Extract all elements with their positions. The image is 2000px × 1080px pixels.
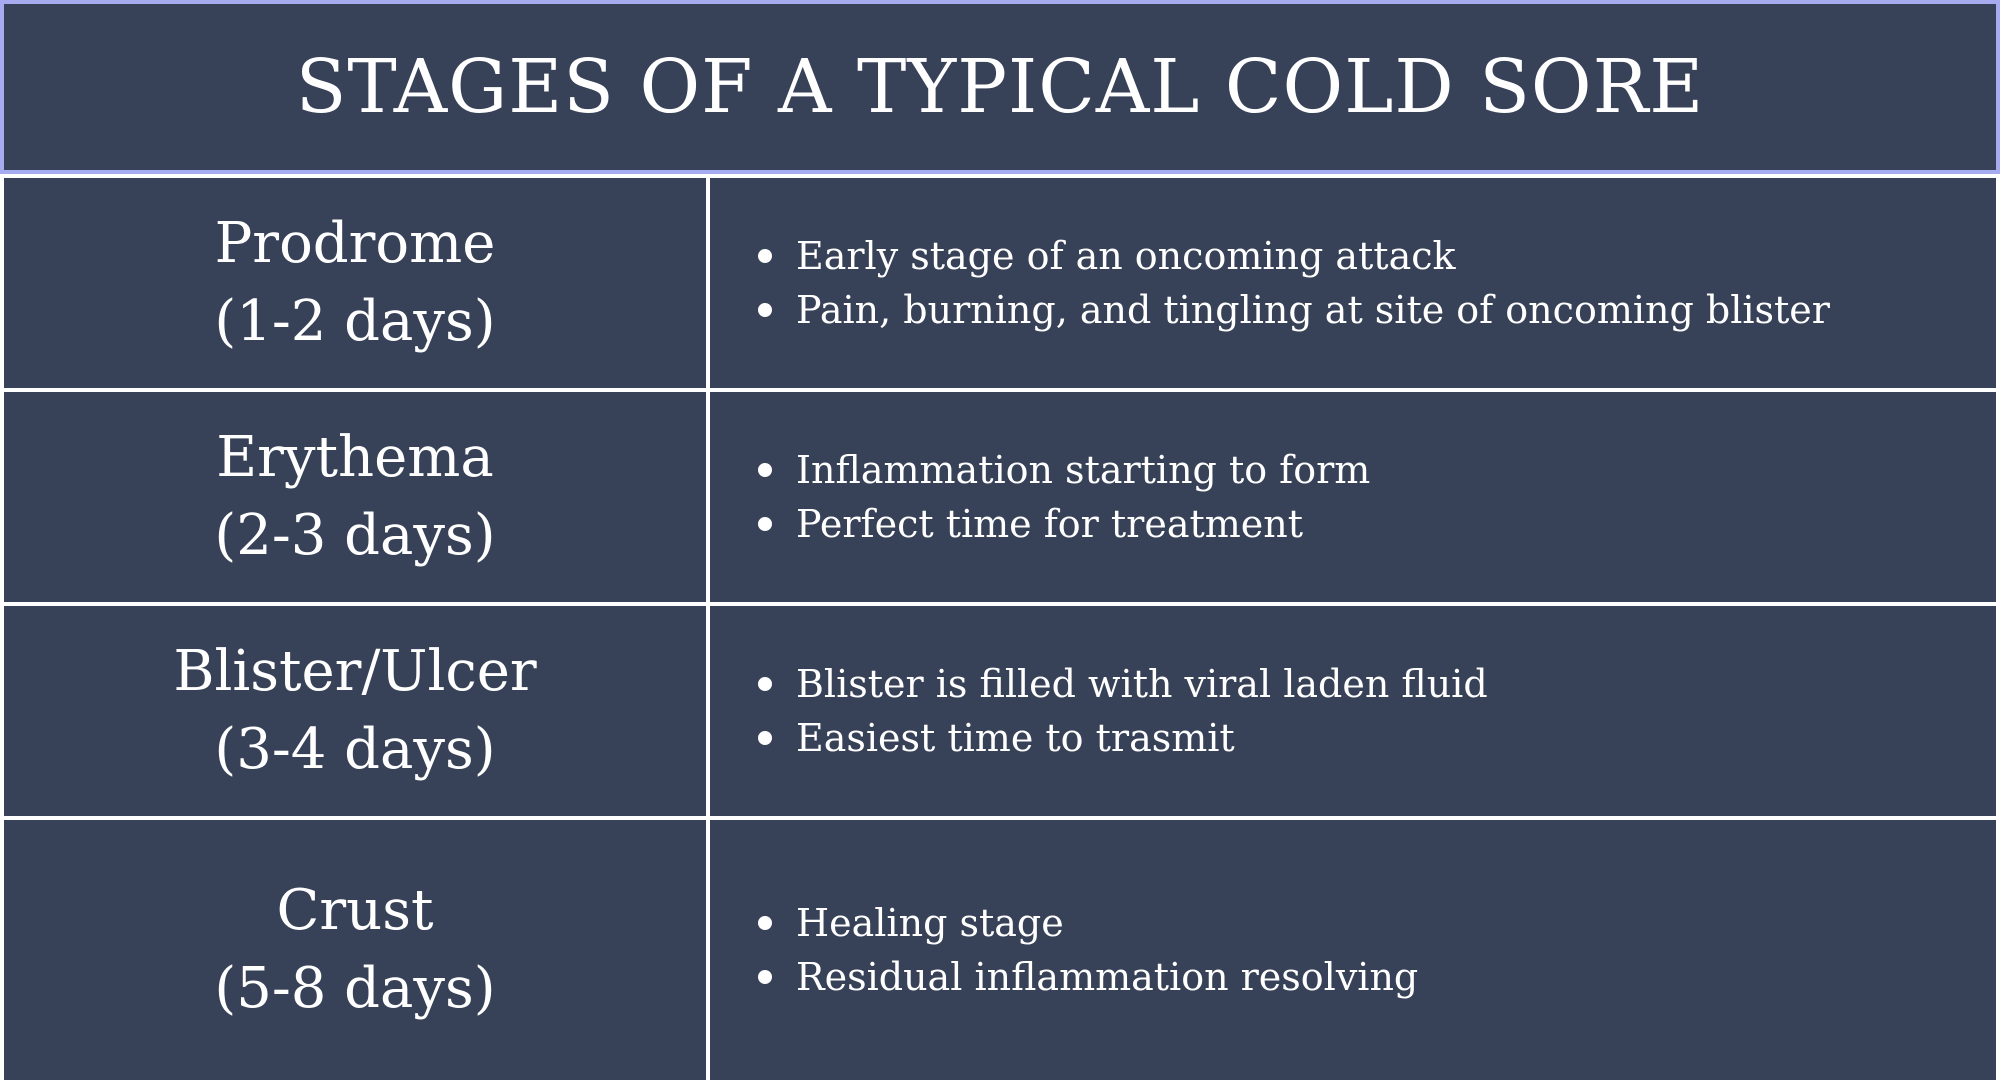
stage-duration: (1-2 days)	[214, 289, 496, 354]
stage-name: Prodrome	[214, 211, 496, 276]
stage-cell-crust	[4, 820, 706, 1080]
detail-item: Residual inflammation resolving	[796, 950, 1418, 1004]
stage-cell-prodrome	[4, 178, 706, 388]
stage-name: Erythema	[216, 425, 494, 490]
detail-cell-erythema	[710, 392, 1996, 602]
detail-item: Inflammation starting to form	[796, 443, 1370, 497]
detail-list	[710, 443, 1370, 551]
page-title: STAGES OF A TYPICAL COLD SORE	[295, 44, 1705, 130]
detail-item: Blister is filled with viral laden fluid	[796, 657, 1488, 711]
detail-list	[710, 657, 1488, 765]
stage-duration: (5-8 days)	[214, 956, 496, 1021]
stage-duration: (2-3 days)	[214, 503, 496, 568]
stage-cell-blister-ulcer	[4, 606, 706, 816]
detail-item: Pain, burning, and tingling at site of oncoming blister	[796, 283, 1830, 337]
stage-cell-erythema	[4, 392, 706, 602]
stage-duration: (3-4 days)	[214, 717, 496, 782]
detail-cell-blister-ulcer	[710, 606, 1996, 816]
detail-item: Early stage of an oncoming attack	[796, 229, 1830, 283]
stage-name: Blister/Ulcer	[173, 639, 537, 704]
detail-item: Perfect time for treatment	[796, 497, 1370, 551]
title-bar	[0, 0, 2000, 174]
detail-list	[710, 229, 1830, 337]
stages-table	[4, 178, 1996, 1080]
detail-cell-crust	[710, 820, 1996, 1080]
detail-list	[710, 896, 1418, 1004]
detail-item: Easiest time to trasmit	[796, 711, 1488, 765]
detail-cell-prodrome	[710, 178, 1996, 388]
detail-item: Healing stage	[796, 896, 1418, 950]
stage-name: Crust	[276, 878, 434, 943]
